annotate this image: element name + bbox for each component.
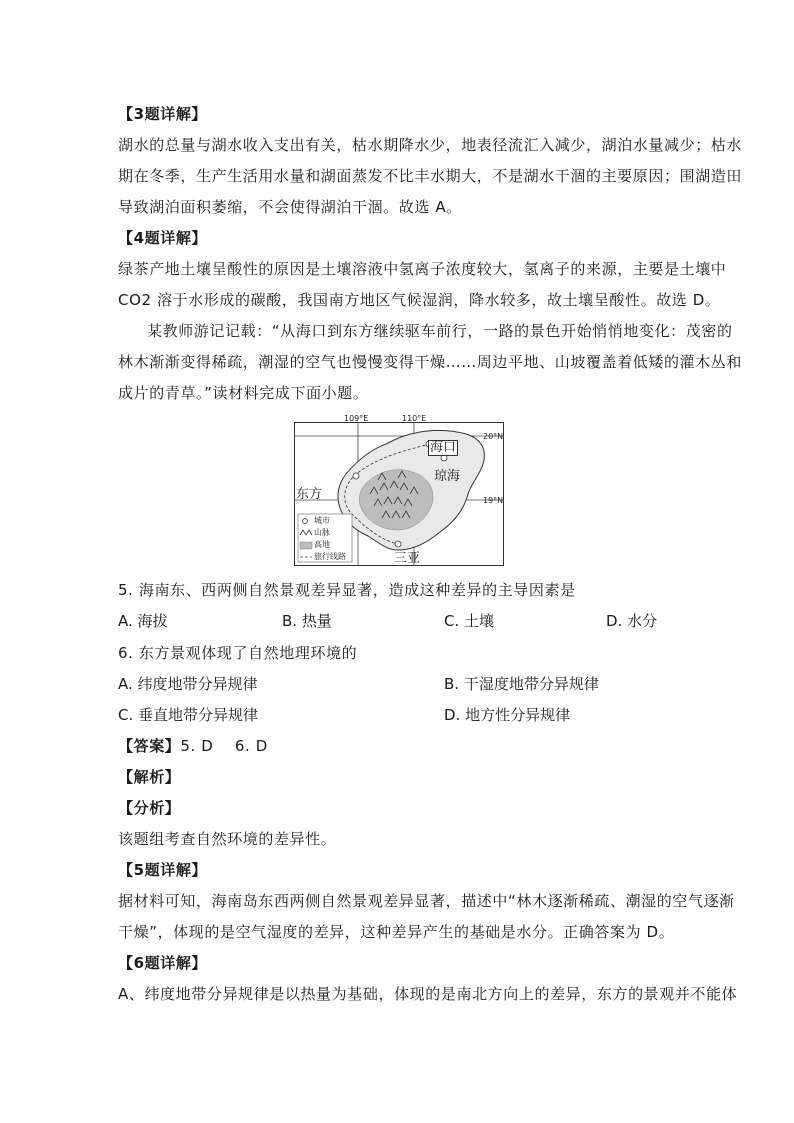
city-label-dongfang: 东方 <box>296 487 323 502</box>
q5-option-d: D. 水分 <box>606 612 658 630</box>
q6-option-a: A. 纬度地带分异规律 <box>118 675 258 693</box>
legend-city: 城市 <box>314 516 330 525</box>
paragraph-line: A、纬度地带分异规律是以热量为基础，体现的是南北方向上的差异，东方的景观并不能体 <box>118 985 738 1003</box>
paragraph-line: 干燥”，体现的是空气湿度的差异，这种差异产生的基础是水分。正确答案为 D。 <box>118 923 675 941</box>
material-paragraph: 某教师游记记载：“从海口到东方继续驱车前行，一路的景色开始悄悄地变化：茂密的 <box>147 322 733 340</box>
legend-route: 旅行线路 <box>314 552 346 561</box>
material-paragraph: 林木渐渐变得稀疏，潮湿的空气也慢慢变得干燥……周边平地、山坡覆盖着低矮的灌木丛和 <box>118 353 743 371</box>
paragraph-line: 导致湖泊面积萎缩，不会使得湖泊干涸。故选 A。 <box>118 198 462 216</box>
paragraph-line: 绿茶产地土壤呈酸性的原因是土壤溶液中氢离子浓度较大，氢离子的来源，主要是土壤中 <box>118 260 727 278</box>
city-label-qionghai: 琼海 <box>434 469 461 484</box>
hainan-map-figure <box>294 414 504 566</box>
q5-option-c: C. 土壤 <box>444 612 495 630</box>
city-label-sanya: 三亚 <box>394 551 421 566</box>
q6-option-c: C. 垂直地带分异规律 <box>118 706 259 724</box>
q5-option-a: A. 海拔 <box>118 612 168 630</box>
answer-text: 5. D 6. D <box>180 737 268 755</box>
answer-line <box>118 736 268 756</box>
city-label-haikou: 海口 <box>430 440 457 455</box>
paragraph-line: 湖水的总量与湖水收入支出有关，枯水期降水少，地表径流汇入减少，湖泊水量减少；枯水 <box>118 136 743 154</box>
latitude-label: 20°N <box>483 432 504 441</box>
section-heading-q5: 【5题详解】 <box>118 861 208 879</box>
analysis-subheading: 【分析】 <box>118 799 181 817</box>
section-heading-q3: 【3题详解】 <box>118 105 208 123</box>
question-5-stem: 5. 海南东、西两侧自然景观差异显著，造成这种差异的主导因素是 <box>118 581 576 599</box>
analysis-heading: 【解析】 <box>118 768 181 786</box>
longitude-label: 110°E <box>402 414 427 423</box>
latitude-label: 19°N <box>483 496 504 505</box>
material-paragraph: 成片的青草。”读材料完成下面小题。 <box>118 384 369 402</box>
legend-mountain: 山脉 <box>314 528 330 537</box>
answer-label: 【答案】 <box>118 737 181 755</box>
paragraph-line: 据材料可知，海南岛东西两侧自然景观差异显著，描述中“林木逐渐稀疏、潮湿的空气逐渐 <box>118 892 735 910</box>
q6-option-d: D. 地方性分异规律 <box>444 706 571 724</box>
legend-highland: 高地 <box>314 540 330 549</box>
question-6-stem: 6. 东方景观体现了自然地理环境的 <box>118 644 358 662</box>
paragraph-line: CO2 溶于水形成的碳酸，我国南方地区气候湿润，降水较多，故土壤呈酸性。故选 D。 <box>118 291 721 309</box>
q5-option-b: B. 热量 <box>282 612 332 630</box>
paragraph-line: 期在冬季，生产生活用水量和湖面蒸发不比丰水期大，不是湖水干涸的主要原因；围湖造田 <box>118 167 743 185</box>
longitude-label: 109°E <box>344 414 369 423</box>
q6-option-b: B. 干湿度地带分异规律 <box>444 675 599 693</box>
section-heading-q6: 【6题详解】 <box>118 954 208 972</box>
section-heading-q4: 【4题详解】 <box>118 229 208 247</box>
paragraph-line: 该题组考查自然环境的差异性。 <box>118 830 337 848</box>
